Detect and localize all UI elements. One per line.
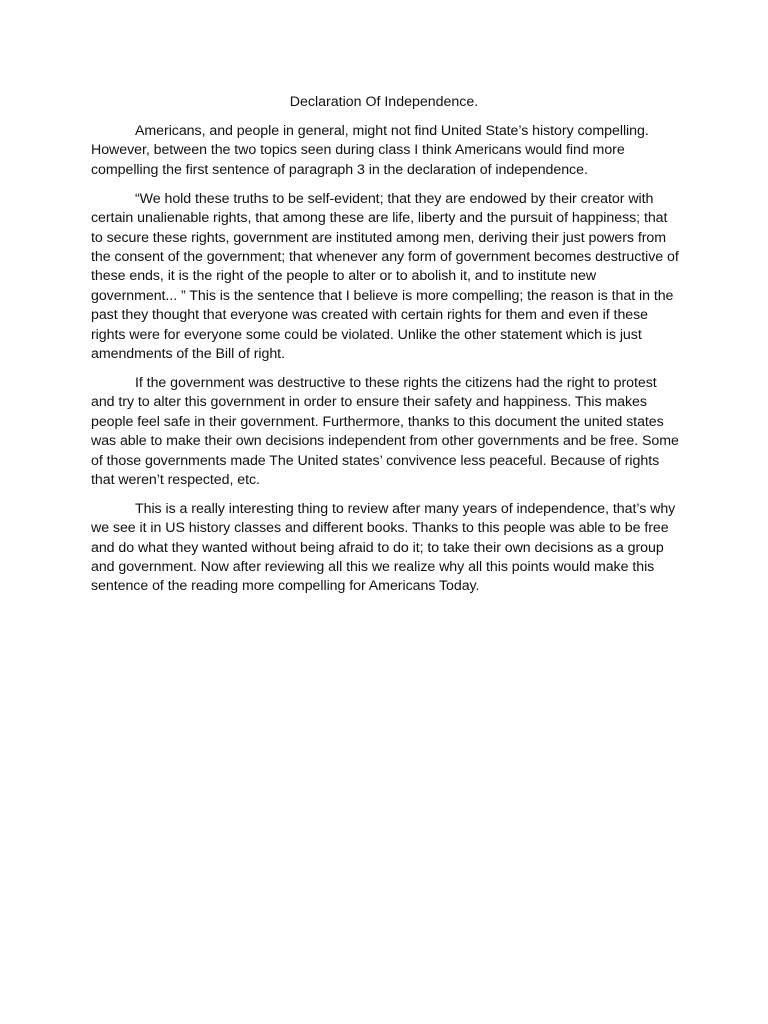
paragraph-1: Americans, and people in general, might not find United State’s history compelling. However, between the two topics seen during class I think Americans would find more compelling the first sentence of paragraph 3 in the declaration of independence.	[91, 123, 649, 178]
paragraph-4: This is a really interesting thing to review after many years of independence, that’s why we see it in US history classes and different books. Thanks to this people was able to be free and do what they wanted without being afraid to do it; to take their own decisions as a group and government. Now after reviewing all this we realize why all this points would make this sentence of the reading more compelling for Americans Today.	[91, 500, 676, 595]
document-title: Declaration Of Independence.	[289, 94, 479, 110]
document-body	[91, 122, 681, 606]
paragraph-2: “We hold these truths to be self-evident; that they are endowed by their creator with certain unalienable rights, that among these are life, liberty and the pursuit of happiness; that to secure these rights, government are instituted among men, deriving their just powers from the consent of the government; that whenever any form of government becomes destructive of these ends, it is the right of the people to alter or to abolish it, and to institute new government... ” This is the sentence that I believe is more compelling; the reason is that in the past they thought that everyone was created with certain rights for them and even if these rights were for everyone some could be violated. Unlike the other statement which is just amendments of the Bill of right.	[91, 190, 679, 362]
paragraph-3: If the government was destructive to these rights the citizens had the right to protest and try to alter this government in order to ensure their safety and happiness. This makes people feel safe in their government. Furthermore, thanks to this document the united states was able to make their own decisions independent from other governments and be free. Some of those governments made The United states’ convivence less peaceful. Because of rights that weren’t respected, etc.	[91, 374, 679, 488]
